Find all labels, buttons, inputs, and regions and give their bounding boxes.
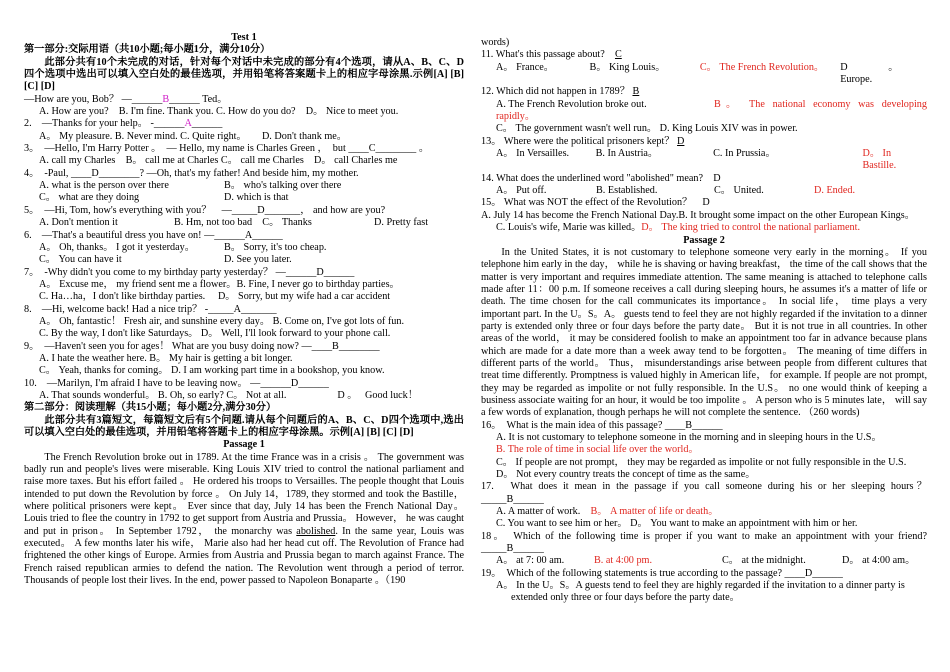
part1-header: 第一部分:交际用语（共10小题;每小题1分，满分10分） (24, 44, 271, 56)
question-18: 18。 Which of the following time is proper if you want to make an appointment with your friend? _____B______ (481, 530, 927, 555)
test-title: Test 1 (231, 32, 257, 43)
option-16a: A. It is not customary to telephone someone in the morning and in sleeping hours in the U.S。 (496, 432, 882, 443)
options-14: A。 Put off. B. Established. C。 United. D. Ended. (496, 185, 856, 197)
question-14: 14. What does the underlined word "abolished" mean? D (481, 172, 721, 184)
option-16d: D。 Not every country treats the concept of time as the same。 (496, 469, 756, 481)
question-19: 19。 Which of the following statements is true according to the passage? ____D______ (481, 567, 843, 579)
passage1-title: Passage 1 (223, 439, 265, 451)
passage2-title: Passage 2 (683, 234, 725, 246)
question-6: 6. —That's a beautiful dress you have on! —______A______ (24, 229, 283, 241)
underlined-word: abolished (296, 525, 336, 537)
options-3: A. call my Charles B。 call me at Charles C。 call me Charles D。 call Charles me (39, 155, 398, 167)
options-6b: C。 You can have it D. See you later. (39, 254, 292, 266)
question-7: 7。 -Why didn't you come to my birthday party yesterday？ —______D______ (24, 266, 355, 278)
part1-instructions: 此部分共有10个未完成的对话，针对每个对话中未完成的部分有4个选项，请从A、B、C、D四个选项中选出可以填入空白处的最佳选项，并用铅笔将答案题卡上的相应字母涂黑.示例[A] [B] [C] [D] (24, 56, 464, 93)
options-8a: A。 Oh, fantastic！ Fresh air, and sunshine every day。 B. Come on, I've got lots of fun. (39, 315, 404, 327)
options-12b: C。 The government wasn't well run。 D. King Louis XIV was in power. (496, 123, 798, 135)
question-15: 15。 What was NOT the effect of the Revolution？ D (481, 197, 710, 209)
answer-2: A (184, 118, 192, 130)
options-5: A. Don't mention it B. Hm, not too bad C。 Thanks D. Pretty fast (39, 217, 429, 229)
question-10: 10. —Marilyn, I'm afraid I have to be leaving now。 —______D______ (24, 377, 329, 389)
question-8: 8. —Hi, welcome back! Had a nice trip？ -_____A_______ (24, 303, 277, 315)
options-9b: C。 Yeah, thanks for coming。 D. I am working part time in a bookshop, you know. (39, 365, 385, 377)
passage2-text: In the United States, it is not customary to telephone someone very early in the morning。 If you telephone him early in the day， while he is shaving or having breakfast， the time of the call shows that the matter is very important and requires immediate attention. The same meaning is attached to telephone calls made after 11：00 p.m. If someone receives a call during sleeping hours, he assumes it's a matter of life or death. The time chosen for the call communicates its importance。 In social life， time plays a very important part. In the U。S。A。 guests tend to feel they are not highly regarded if the invitation to a dinner party is extended only three or four days before the party date。 But it is not true in all countries. In other areas of the world， it may be considered foolish to make an appointment too far in advance because plans which are made for a date more than a week away tend to be forgotten。 The meaning of time differs in different parts of the world。 Thus， misunderstandings arise between people from different cultures that treat time differently. Promptness is valued highly in American life， for example. If people are not prompt, they may be regarded as impolite or not fully responsible. In the U.S。 no one would think of keeping a business associate waiting for an hour, it would be too impolite 。 A person who is 5 minutes late， will say a few words of explanation, though perhaps he will not complete the sentence. （260 words) (481, 246, 927, 419)
part2-header: 第二部分：阅读理解（共15小题；每小题2分,满分30分） (24, 402, 277, 414)
options-7a: A。 Excuse me， my friend sent me a flower。B. Fine, I never go to birthday parties。 (39, 278, 400, 290)
option-19a: A。 In the U。S。A guests tend to feel they are highly regarded if the invitation to a dinner party is extended only three or four days before the party date。 (496, 580, 905, 604)
options-18: A。 at 7: 00 am. B. at 4:00 pm. C。 at the midnight. D。 at 4:00 am。 (496, 555, 916, 567)
options-13: A。 In Versailles. B. In Austria。 C. In Prussia。 D。 In Bastille. (496, 148, 897, 172)
words-count: words) (481, 37, 510, 48)
question-9: 9。 —Haven't seen you for ages！ What are you busy doing now? —____B________ (24, 340, 380, 352)
options-17b: C. You want to see him or her。 D。 You want to make an appointment with him or her. (496, 518, 858, 530)
answer-11: C (614, 49, 622, 61)
options-11: A。 France。 B。 King Louis。 C。 The French Revolution。 D 。 Europe. (496, 61, 899, 86)
right-column (481, 37, 927, 605)
options-9a: A. I hate the weather here. B。 My hair is getting a bit longer. (39, 352, 293, 364)
option-16b: B. The role of time in social life over the world。 (496, 444, 699, 456)
options-6a: A。 Oh, thanks。 I got it yesterday。 B。 Sorry, it's too cheap. (39, 241, 327, 253)
options-8b: C. By the way, I don't like Saturdays。 D。 Well, I'll look forward to your phone call. (39, 328, 391, 340)
question-3: 3。 —Hello, I'm Harry Potter 。 — Hello, my name is Charles Green ， but ____C________ 。 (24, 143, 430, 155)
question-17: 17. What does it mean in the passage if you call someone during his or her sleeping hours？_____B______ (481, 481, 927, 505)
answer-12: B (632, 86, 640, 98)
options-17a: A. A matter of work. B。 A matter of life or death。 (496, 506, 719, 518)
options-15a: A. July 14 has become the French National Day.B. It brought some impact on the other European Kings。 (481, 209, 915, 221)
question-16: 16。 What is the main idea of this passage? ____B______ (481, 419, 723, 431)
question-4: 4。 -Paul, ____D________? —Oh, that's my father! And beside him, my mother. (24, 167, 359, 179)
question-13: 13。 Where were the political prisoners kept？ D (481, 135, 685, 147)
answer-1: B (162, 93, 170, 105)
left-column (24, 32, 464, 587)
options-15b: C. Louis's wife, Marie was killed。D。 The king tried to control the national parliament. (496, 222, 860, 234)
options-4a: A. what is the person over there B。 who's talking over there (39, 180, 342, 192)
question-2: 2. —Thanks for your help。 -______A______ (24, 118, 223, 130)
options-7b: C. Ha…ha，I don't like birthday parties. D。 Sorry, but my wife had a car accident (39, 291, 391, 303)
options-2: A。 My pleasure. B. Never mind. C. Quite right。 D. Don't thank me。 (39, 130, 347, 142)
part2-instructions: 此部分共有3篇短文，每篇短文后有5个问题.请从每个问题后的A、B、C、D四个选项中,选出可以填入空白处的最佳选项，并用铅笔将答题卡上的相应字母涂黑。示例[A] [B] [C] [D] (24, 414, 464, 438)
option-16c: C。 If people are not prompt， they may be regarded as impolite or not fully responsible in the U.S. (496, 456, 907, 468)
options-12a: A. The French Revolution broke out. B。 The national economy was developing rapidly。 (496, 98, 927, 123)
question-5: 5。 —Hi, Tom, how's everything with you？ —_____D_______， and how are you? (24, 204, 386, 216)
options-4b: C。 what are they doing D. which is that (39, 192, 289, 204)
answer-13: D (677, 135, 685, 147)
question-11: 11. What's this passage about? C (481, 49, 622, 61)
question-1: —How are you, Bob？ —______B______ Ted。 (24, 93, 228, 105)
passage1-text: The French Revolution broke out in 1789. At the time France was in a crisis 。 The government was badly run and people's lives were miserable. King Louis XIV tried to control the national parliament and raise more taxes. But his effort failed 。 He ordered his troops to Versailles. The people thought that Louis intended to put down the Revolution by force 。 On July 14，1789, they stormed and took the Bastille， where political prisoners were kept。 Ever since that day, July 14 has been the French National Day。 Louis tried to flee the country in 1792 to get support from Austria and Prussia。 However， he was caught and put in prison。 In September 1792， the monarchy was abolished. In the same year, Louis was executed。 A few months later his wife， Marie also had her head cut off. The Revolution of France had frightened the other kings of Europe. Armies from Austria and Prussia began to march against France. The French raised republican armies to defend the nation. The Revolution went through a period of terror. Thousands of people lost their lives. In the end, power passed to Napoleon Bonaparte 。（190 (24, 451, 464, 587)
options-1: A. How are you? B. I'm fine. Thank you. C. How do you do? D。 Nice to meet you. (39, 106, 399, 118)
options-10: A. That sounds wonderful。 B. Oh, so early? C。 Not at all. D 。 Good luck！ (39, 389, 418, 401)
question-12: 12. Which did not happen in 1789？ B (481, 86, 640, 98)
